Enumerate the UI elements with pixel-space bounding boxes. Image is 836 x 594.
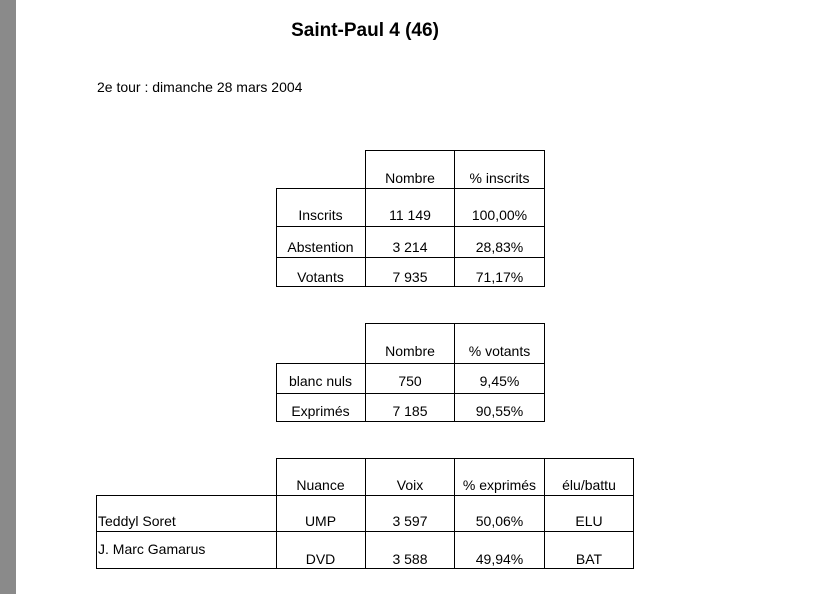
election-round-date: 2e tour : dimanche 28 mars 2004 xyxy=(97,79,303,95)
column-header-voix: Voix xyxy=(396,477,424,493)
row-label: Abstention xyxy=(287,239,354,255)
percent-value: 100,00% xyxy=(471,207,528,223)
page-title: Saint-Paul 4 (46) xyxy=(291,20,439,41)
nombre-value: 750 xyxy=(398,373,422,389)
row-label: blanc nuls xyxy=(288,373,353,389)
row-label: Exprimés xyxy=(291,403,350,419)
percent-value: 9,45% xyxy=(479,373,520,389)
percent-value: 50,06% xyxy=(475,513,524,529)
column-header-pct-exprimes: % exprimés xyxy=(462,477,537,493)
row-label: Votants xyxy=(297,269,344,285)
nuance-value: DVD xyxy=(305,551,336,567)
nuance-value: UMP xyxy=(304,513,337,529)
candidate-name: Teddyl Soret xyxy=(98,513,176,529)
nombre-value: 7 185 xyxy=(392,403,428,419)
nombre-value: 11 149 xyxy=(389,207,431,223)
column-header-pct-inscrits: % inscrits xyxy=(469,170,530,186)
left-margin-bar xyxy=(0,0,16,594)
voix-value: 3 588 xyxy=(392,551,428,567)
percent-value: 28,83% xyxy=(475,239,524,255)
nombre-value: 3 214 xyxy=(392,239,428,255)
column-header-nuance: Nuance xyxy=(296,477,345,493)
percent-value: 71,17% xyxy=(475,269,524,285)
column-header-pct-votants: % votants xyxy=(468,343,531,359)
result-value: ELU xyxy=(575,513,603,529)
column-header-elu-battu: élu/battu xyxy=(562,477,616,493)
row-label: Inscrits xyxy=(298,207,343,223)
voix-value: 3 597 xyxy=(392,513,428,529)
candidate-name: J. Marc Gamarus xyxy=(98,541,206,557)
column-header-nombre: Nombre xyxy=(385,343,435,359)
column-header-nombre: Nombre xyxy=(385,170,435,186)
percent-value: 49,94% xyxy=(475,551,524,567)
result-value: BAT xyxy=(575,551,603,567)
nombre-value: 7 935 xyxy=(392,269,428,285)
percent-value: 90,55% xyxy=(475,403,524,419)
